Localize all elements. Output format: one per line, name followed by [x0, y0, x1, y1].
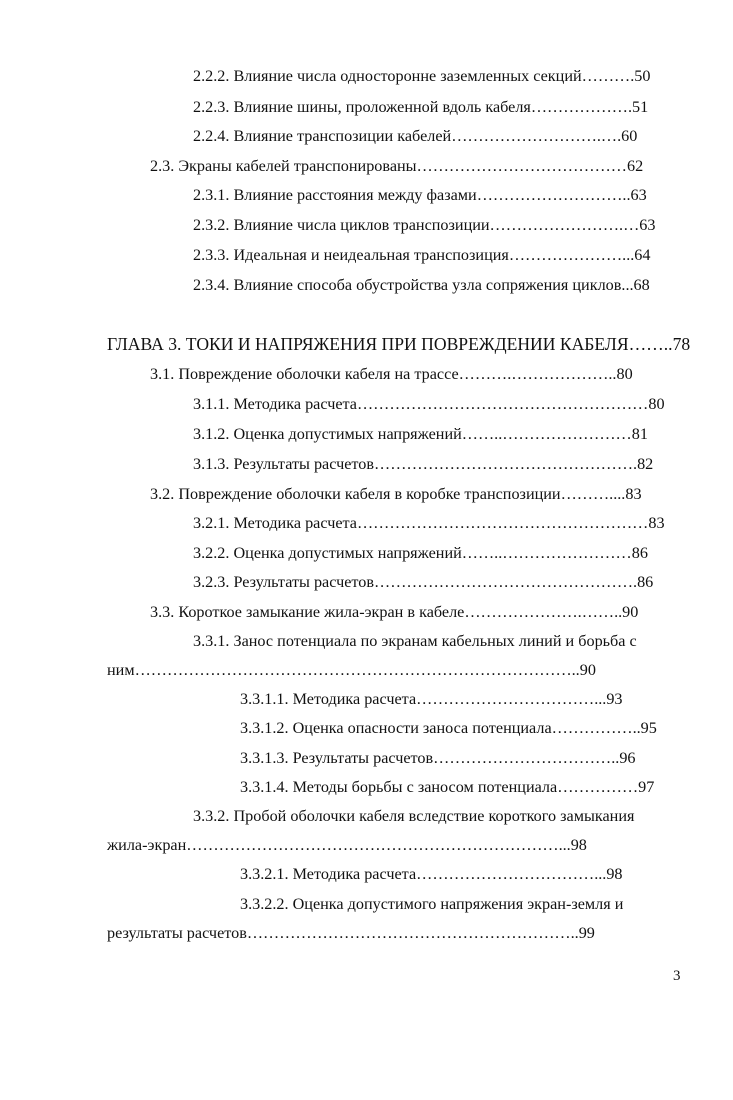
toc-entry-2-3: 2.3. Экраны кабелей транспонированы…………………………………62	[150, 157, 644, 175]
toc-entry-3-3-1-line2: ним………………………………………………………………………..90	[107, 661, 596, 679]
toc-entry-3-3-2-1: 3.3.2.1. Методика расчета……………………………...98	[240, 865, 623, 883]
toc-entry-3-2-3: 3.2.3. Результаты расчетов………………………………………….86	[193, 573, 654, 591]
toc-entry-2-3-3: 2.3.3. Идеальная и неидеальная транспозиция…………………...64	[193, 246, 651, 264]
toc-entry-3-1-2: 3.1.2. Оценка допустимых напряжений……..……………………81	[193, 425, 648, 443]
toc-entry-3-3-2-line1: 3.3.2. Пробой оболочки кабеля вследствие короткого замыкания	[193, 807, 635, 825]
toc-entry-3-1: 3.1. Повреждение оболочки кабеля на трассе……….………………..80	[150, 365, 633, 383]
toc-entry-3-1-1: 3.1.1. Методика расчета………………………………………………80	[193, 395, 665, 413]
toc-entry-3-3: 3.3. Короткое замыкание жила-экран в кабеле………………….……..90	[150, 603, 639, 621]
toc-entry-2-2-2: 2.2.2. Влияние числа односторонне заземленных секций……….50	[193, 67, 651, 85]
toc-entry-3-1-3: 3.1.3. Результаты расчетов………………………………………….82	[193, 455, 654, 473]
toc-entry-3-2-2: 3.2.2. Оценка допустимых напряжений……..……………………86	[193, 544, 648, 562]
toc-entry-3-2-1: 3.2.1. Методика расчета………………………………………………83	[193, 514, 665, 532]
toc-entry-3-3-1-line1: 3.3.1. Занос потенциала по экранам кабельных линий и борьба с	[193, 632, 637, 650]
toc-entry-3-3-2-2-line1: 3.3.2.2. Оценка допустимого напряжения экран-земля и	[240, 895, 624, 913]
toc-chapter-3: ГЛАВА 3. ТОКИ И НАПРЯЖЕНИЯ ПРИ ПОВРЕЖДЕНИИ КАБЕЛЯ……..78	[107, 334, 691, 354]
toc-entry-2-2-4: 2.2.4. Влияние транспозиции кабелей……………………….….60	[193, 127, 638, 145]
toc-entry-2-2-3: 2.2.3. Влияние шины, проложенной вдоль кабеля……………….51	[193, 98, 649, 116]
toc-entry-3-3-2-line2: жила-экран……………………………………………………………...98	[107, 836, 587, 854]
page-number: 3	[673, 968, 681, 984]
toc-entry-2-3-1: 2.3.1. Влияние расстояния между фазами………………………..63	[193, 186, 647, 204]
toc-entry-3-2: 3.2. Повреждение оболочки кабеля в коробке транспозиции………....83	[150, 485, 642, 503]
toc-entry-3-3-2-2-line2: результаты расчетов……………………………………………………..99	[107, 924, 595, 942]
toc-entry-3-3-1-2: 3.3.1.2. Оценка опасности заноса потенциала……………..95	[240, 719, 657, 737]
toc-entry-3-3-1-1: 3.3.1.1. Методика расчета……………………………...93	[240, 690, 623, 708]
toc-entry-3-3-1-3: 3.3.1.3. Результаты расчетов……………………………..96	[240, 749, 636, 767]
toc-entry-2-3-2: 2.3.2. Влияние числа циклов транспозиции…………………….…63	[193, 216, 656, 234]
toc-entry-3-3-1-4: 3.3.1.4. Методы борьбы с заносом потенциала……………97	[240, 778, 655, 796]
toc-entry-2-3-4: 2.3.4. Влияние способа обустройства узла сопряжения циклов...68	[193, 276, 650, 294]
